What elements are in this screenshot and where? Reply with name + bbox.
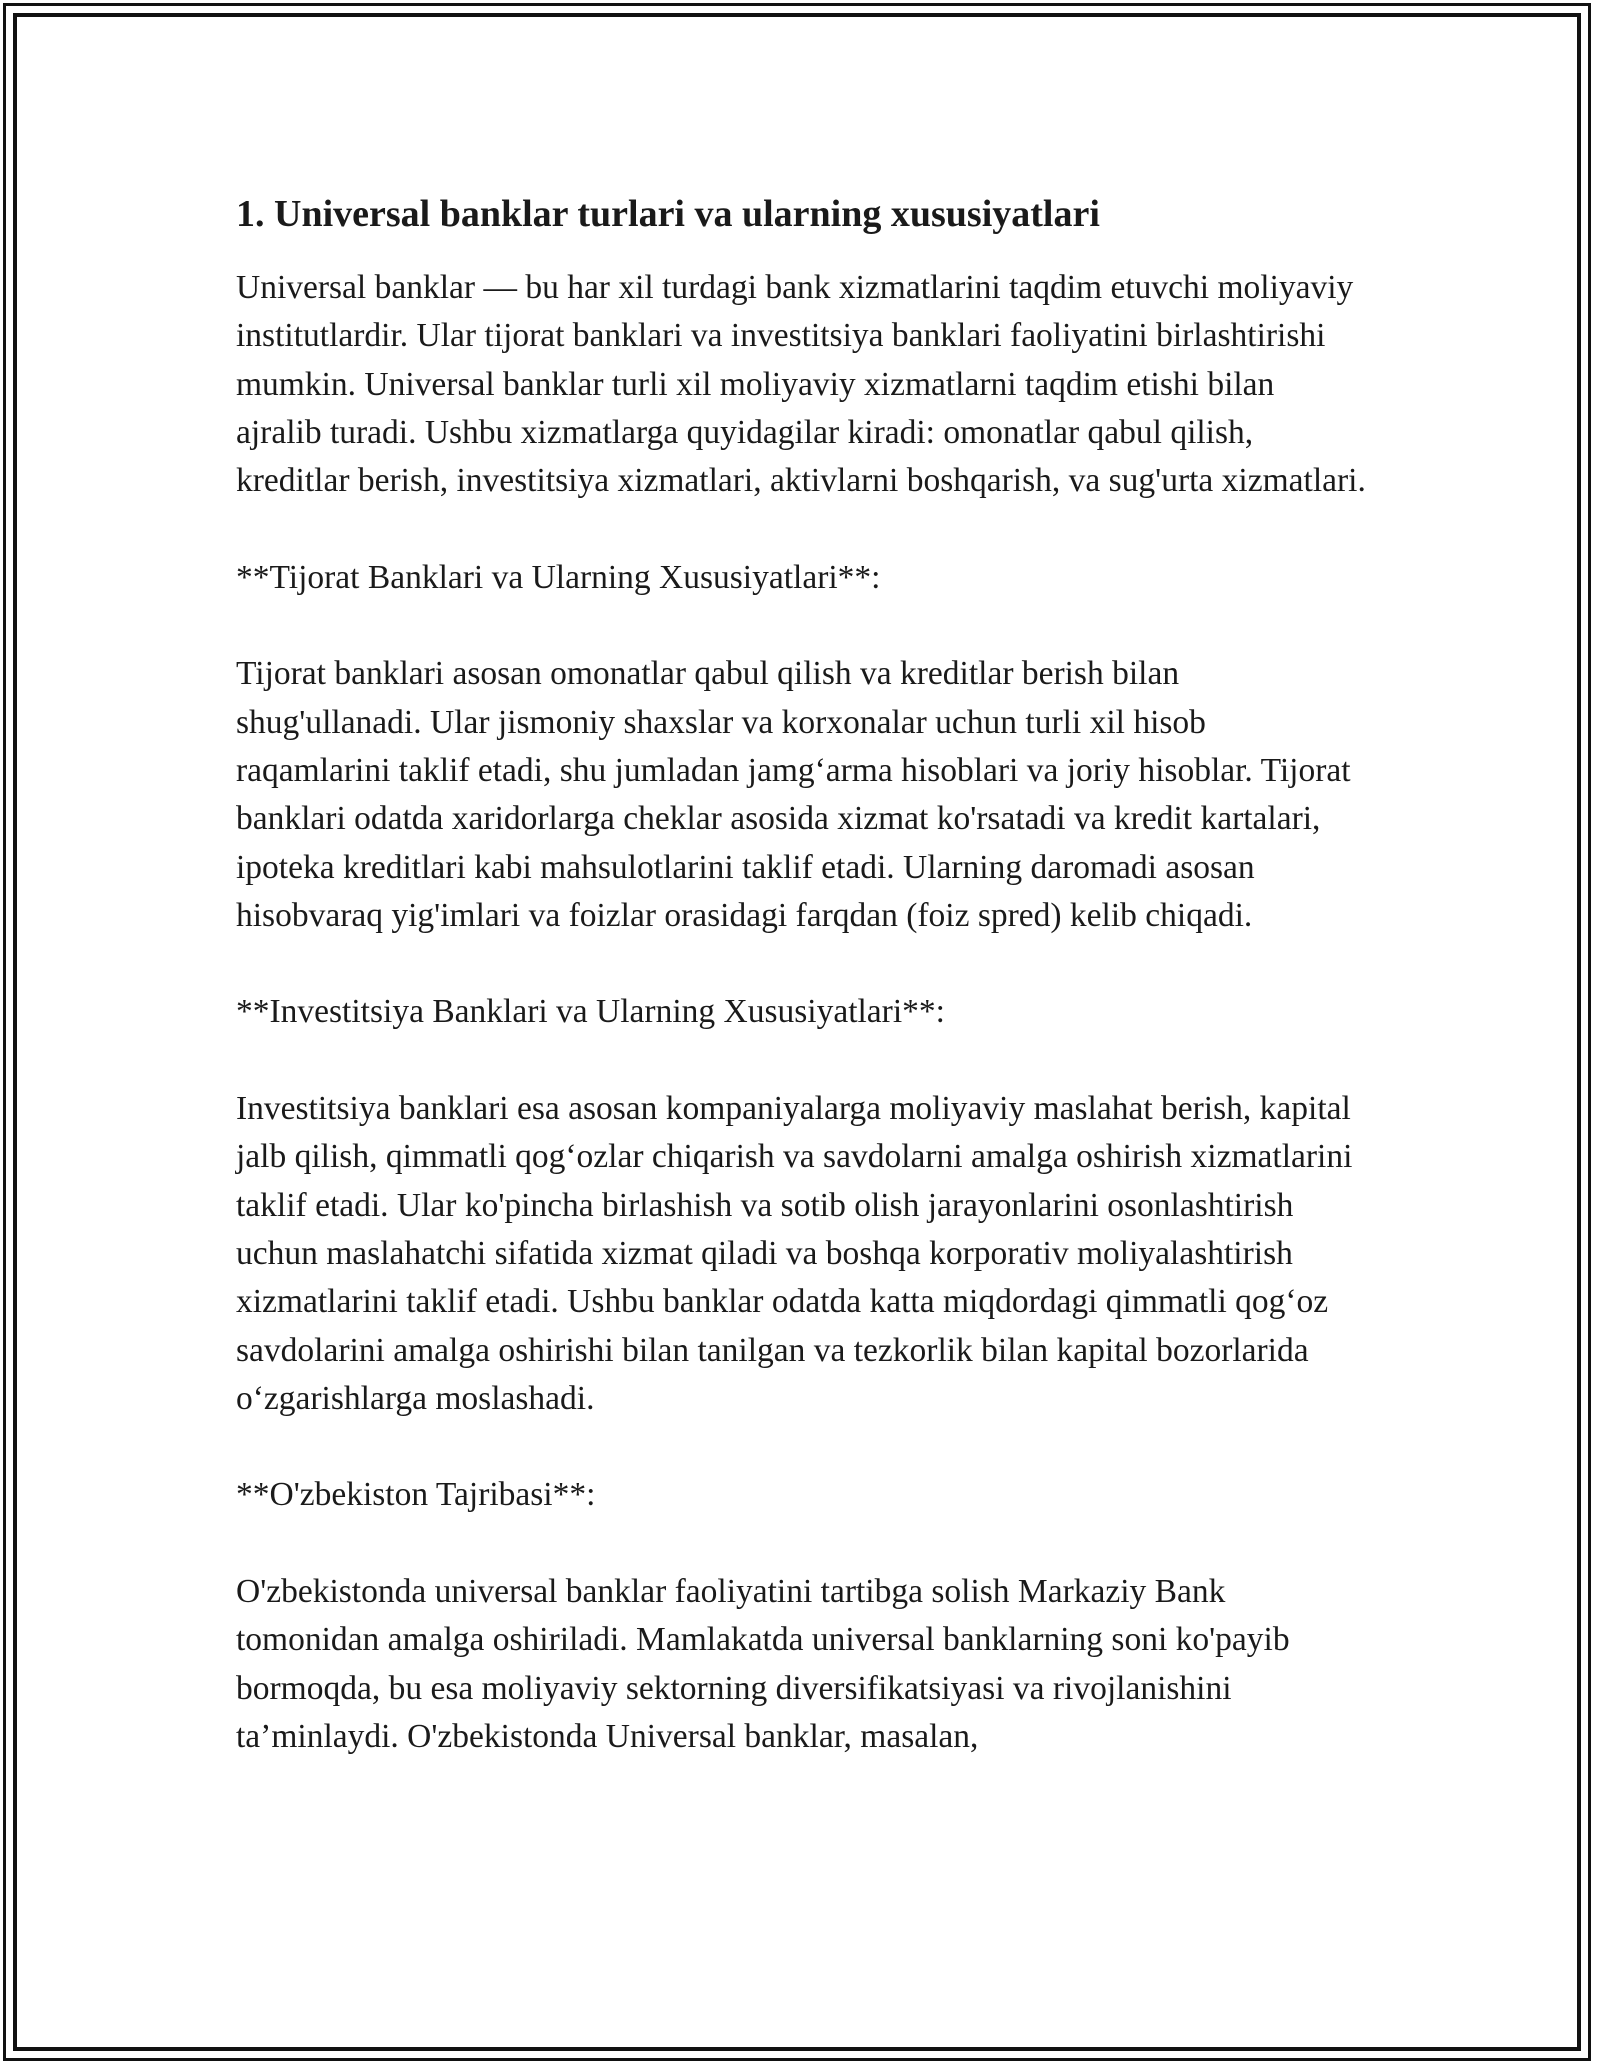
- document-title: 1. Universal banklar turlari va ularning xususiyatlari: [236, 193, 1100, 235]
- paragraph-spacer: [236, 940, 1366, 988]
- uzbekistan-paragraph: O'zbekistonda universal banklar faoliyatini tartibga solish Markaziy Bank tomonidan amalga oshiriladi. Mamlakatda universal banklarning soni ko'payib bormoqda, bu esa moliyaviy sektorning diversifikatsiyasi va rivojlanishini ta’minlaydi. O'zbekistonda Universal banklar, masalan,: [236, 1573, 1290, 1755]
- commercial-banks-paragraph: Tijorat banklari asosan omonatlar qabul qilish va kreditlar berish bilan shug'ullanadi. Ular jismoniy shaxslar va korxonalar uchun turli xil hisob raqamlarini taklif etadi, shu jumladan jamg‘arma hisoblari va joriy hisoblar. Tijorat banklari odatda xaridorlarga cheklar asosida xizmat ko'rsatadi va kredit kartalari, ipoteka kreditlari kabi mahsulotlarini taklif etadi. Ularning daromadi asosan hisobvaraq yig'imlari va foizlar orasidagi farqdan (foiz spred) kelib chiqadi.: [236, 655, 1351, 934]
- paragraph-spacer: [236, 602, 1366, 650]
- intro-paragraph: Universal banklar — bu har xil turdagi bank xizmatlarini taqdim etuvchi moliyaviy institutlardir. Ular tijorat banklari va investitsiya banklari faoliyatini birlashtirishi mumkin. Universal banklar turli xil moliyaviy xizmatlarni taqdim etishi bilan ajralib turadi. Ushbu xizmatlarga quyidagilar kiradi: omonatlar qabul qilish, kreditlar berish, investitsiya xizmatlari, aktivlarni boshqarish, va sug'urta xizmatlari.: [236, 269, 1366, 500]
- uzbekistan-heading: **O'zbekiston Tajribasi**:: [236, 1476, 596, 1514]
- paragraph-spacer: [236, 1423, 1366, 1471]
- paragraph-spacer: [236, 1037, 1366, 1085]
- investment-banks-paragraph: Investitsiya banklari esa asosan kompaniyalarga moliyaviy maslahat berish, kapital jalb qilish, qimmatli qog‘ozlar chiqarish va savdolarni amalga oshirish xizmatlarini taklif etadi. Ular ko'pincha birlashish va sotib olish jarayonlarini osonlashtirish uchun maslahatchi sifatida xizmat qiladi va boshqa korporativ moliyalashtirish xizmatlarini taklif etadi. Ushbu banklar odatda katta miqdordagi qimmatli qog‘oz savdolarini amalga oshirishi bilan tanilgan va tezkorlik bilan kapital bozorlarida o‘zgarishlarga moslashadi.: [236, 1090, 1353, 1417]
- document-body: [236, 188, 1366, 1761]
- paragraph-spacer: [236, 505, 1366, 553]
- commercial-banks-heading: **Tijorat Banklari va Ularning Xususiyatlari**:: [236, 558, 881, 596]
- investment-banks-heading: **Investitsiya Banklari va Ularning Xususiyatlari**:: [236, 993, 945, 1031]
- paragraph-spacer: [236, 1520, 1366, 1568]
